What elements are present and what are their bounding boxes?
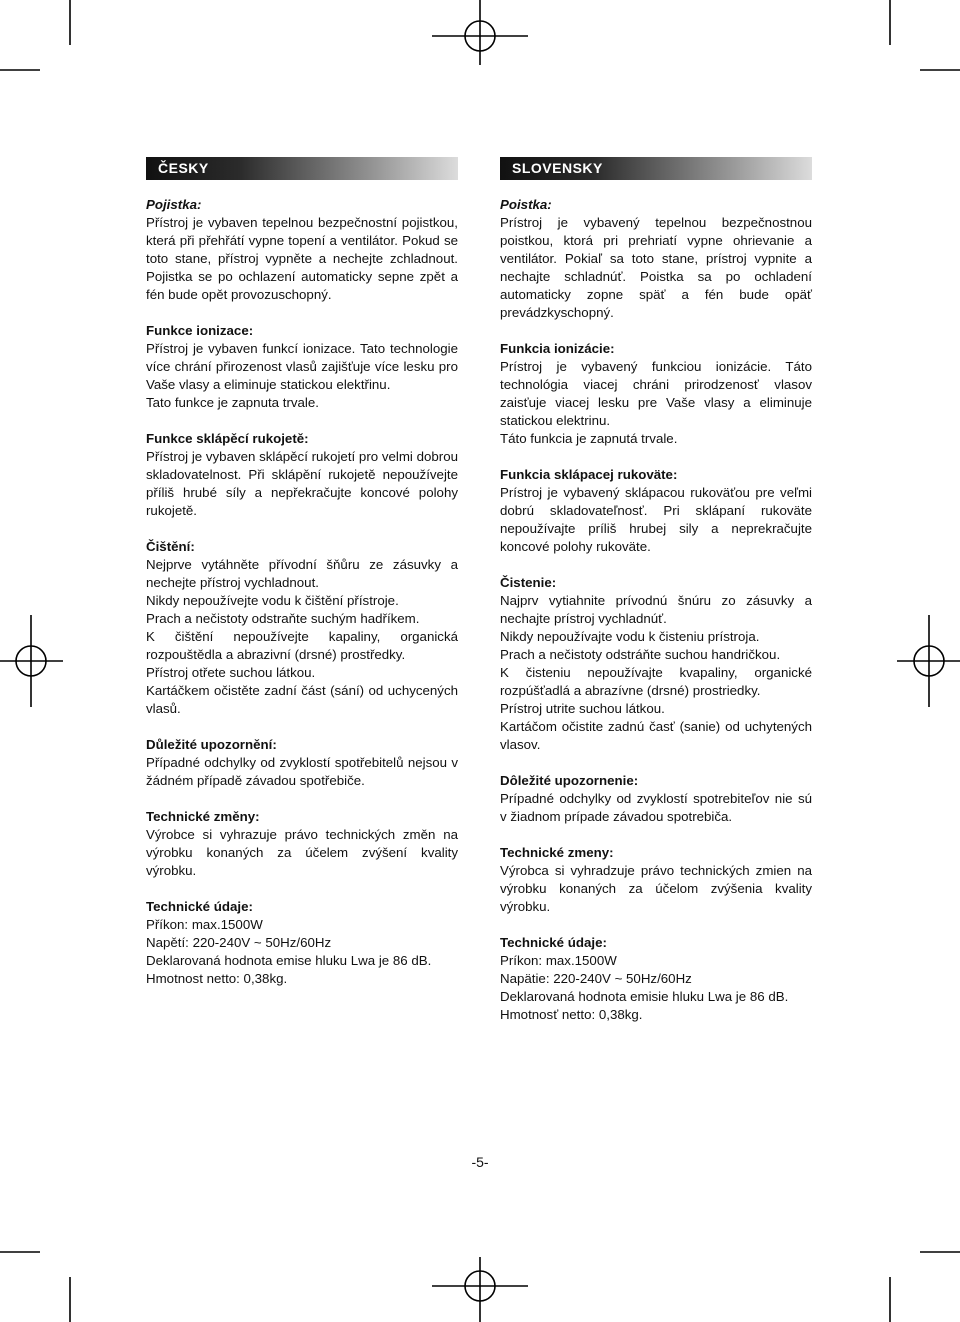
section-important-notice (146, 736, 458, 790)
spec-line: Deklarovaná hodnota emisie hluku Lwa je 86 dB. (500, 989, 789, 1004)
section-title: Pojistka: (146, 197, 202, 212)
spec-line: Príkon: max.1500W (500, 953, 617, 968)
section-title: Technické údaje: (500, 935, 607, 950)
paragraph: Prístroj utrite suchou látkou. (500, 701, 665, 716)
paragraph: Tato funkce je zapnuta trvale. (146, 395, 319, 410)
paragraph: Prach a nečistoty odstraňte suchým hadříkem. (146, 611, 420, 626)
paragraph: Přístroj je vybaven tepelnou bezpečnostní pojistkou, která při přehřátí vypne topení a ventilátor. Pokud se toto stane, přístroj vypněte a nechejte zchladnout. Pojistka se po ochlazení automaticky sepne zpět a fén bude opět provozuschopný. (146, 215, 458, 302)
paragraph: Prístroj je vybavený funkciou ionizácie. Táto technológia viacej chráni prirodzenosť vlasov zaisťuje viacej lesku pre Vaše vlasy a eliminuje statickou elektrinu. (500, 359, 812, 428)
paragraph: Kartáčkem očistěte zadní část (sání) od uchycených vlasů. (146, 683, 458, 716)
section-cleaning (146, 538, 458, 718)
section-technical-changes (146, 808, 458, 880)
section-title: Technické změny: (146, 809, 260, 824)
paragraph: Nikdy nepoužívejte vodu k čištění přístroje. (146, 593, 399, 608)
paragraph: Kartáčom očistite zadnú časť (sanie) od uchytených vlasov. (500, 719, 812, 752)
paragraph: Přístroj je vybaven funkcí ionizace. Tato technologie více chrání přirozenost vlasů zajišťuje více lesku pro Vaše vlasy a eliminuje statickou elektřinu. (146, 341, 458, 392)
section-title: Technické zmeny: (500, 845, 614, 860)
section-technical-data (500, 934, 812, 1024)
section-folding-handle (500, 466, 812, 556)
language-header-slovak: SLOVENSKY (500, 157, 812, 180)
paragraph: Prístroj je vybavený sklápacou rukoväťou pre veľmi dobrú skladovateľnosť. Pri sklápaní rukoväte nepoužívajte príliš hrubej sily a neprekračujte koncové polohy rukoväte. (500, 485, 812, 554)
paragraph: Přístroj otřete suchou látkou. (146, 665, 316, 680)
section-technical-data (146, 898, 458, 988)
paragraph: K čisteniu nepoužívajte kvapaliny, organické rozpúšťadlá a abrazívne (drsné) prostriedky. (500, 665, 812, 698)
section-title: Čistenie: (500, 575, 557, 590)
paragraph: Přístroj je vybaven sklápěcí rukojetí pro velmi dobrou skladovatelnost. Při sklápění rukojetě nepoužívejte příliš hrubé síly a nepřekračujte koncové polohy rukojetě. (146, 449, 458, 518)
spec-line: Hmotnosť netto: 0,38kg. (500, 1007, 643, 1022)
spec-line: Napätie: 220-240V ~ 50Hz/60Hz (500, 971, 692, 986)
paragraph: Výrobca si vyhradzuje právo technických zmien na výrobku konaných za účelom zvýšenia kvality výrobku. (500, 863, 812, 914)
section-title: Technické údaje: (146, 899, 253, 914)
spec-line: Příkon: max.1500W (146, 917, 263, 932)
spec-line: Napětí: 220-240V ~ 50Hz/60Hz (146, 935, 332, 950)
section-title: Funkcia sklápacej rukoväte: (500, 467, 678, 482)
section-title: Poistka: (500, 197, 552, 212)
paragraph: Nejprve vytáhněte přívodní šňůru ze zásuvky a nechejte přístroj vychladnout. (146, 557, 458, 590)
paragraph: K čištění nepoužívejte kapaliny, organická rozpouštědla a abrazivní (drsné) prostředky. (146, 629, 458, 662)
section-folding-handle (146, 430, 458, 520)
section-ionization (500, 340, 812, 448)
section-title: Funkce ionizace: (146, 323, 254, 338)
paragraph: Prípadné odchylky od zvyklostí spotrebiteľov nie sú v žiadnom prípade závadou spotrebiča. (500, 791, 812, 824)
paragraph: Prach a nečistoty odstráňte suchou handričkou. (500, 647, 781, 662)
section-title: Dôležité upozornenie: (500, 773, 639, 788)
page-number: -5- (471, 1154, 489, 1170)
spec-line: Hmotnost netto: 0,38kg. (146, 971, 288, 986)
paragraph: Nikdy nepoužívajte vodu k čisteniu prístroja. (500, 629, 760, 644)
section-fuse (146, 196, 458, 304)
section-title: Funkcia ionizácie: (500, 341, 615, 356)
section-cleaning (500, 574, 812, 754)
section-important-notice (500, 772, 812, 826)
section-title: Funkce sklápěcí rukojetě: (146, 431, 309, 446)
paragraph: Prístroj je vybavený tepelnou bezpečnostnou poistkou, ktorá pri prehriatí vypne ohrievanie a ventilátor. Pokiaľ sa toto stane, prístroj vypnite a nechajte schladnúť. Poistka sa po ochladení automaticky zopne späť a fén bude opäť prevádzkyschopný. (500, 215, 812, 320)
spec-line: Deklarovaná hodnota emise hluku Lwa je 86 dB. (146, 953, 432, 968)
language-header-czech: ČESKY (146, 157, 458, 180)
paragraph: Najprv vytiahnite prívodnú šnúru zo zásuvky a nechajte prístroj vychladnúť. (500, 593, 812, 626)
section-title: Čištění: (146, 539, 195, 554)
paragraph: Táto funkcia je zapnutá trvale. (500, 431, 678, 446)
section-fuse (500, 196, 812, 322)
czech-column (146, 157, 458, 1006)
paragraph: Výrobce si vyhrazuje právo technických změn na výrobku konaných za účelem zvýšení kvality výrobku. (146, 827, 458, 878)
section-title: Důležité upozornění: (146, 737, 277, 752)
section-technical-changes (500, 844, 812, 916)
slovak-column (500, 157, 812, 1042)
paragraph: Případné odchylky od zvyklostí spotřebitelů nejsou v žádném případě závadou spotřebiče. (146, 755, 458, 788)
section-ionization (146, 322, 458, 412)
